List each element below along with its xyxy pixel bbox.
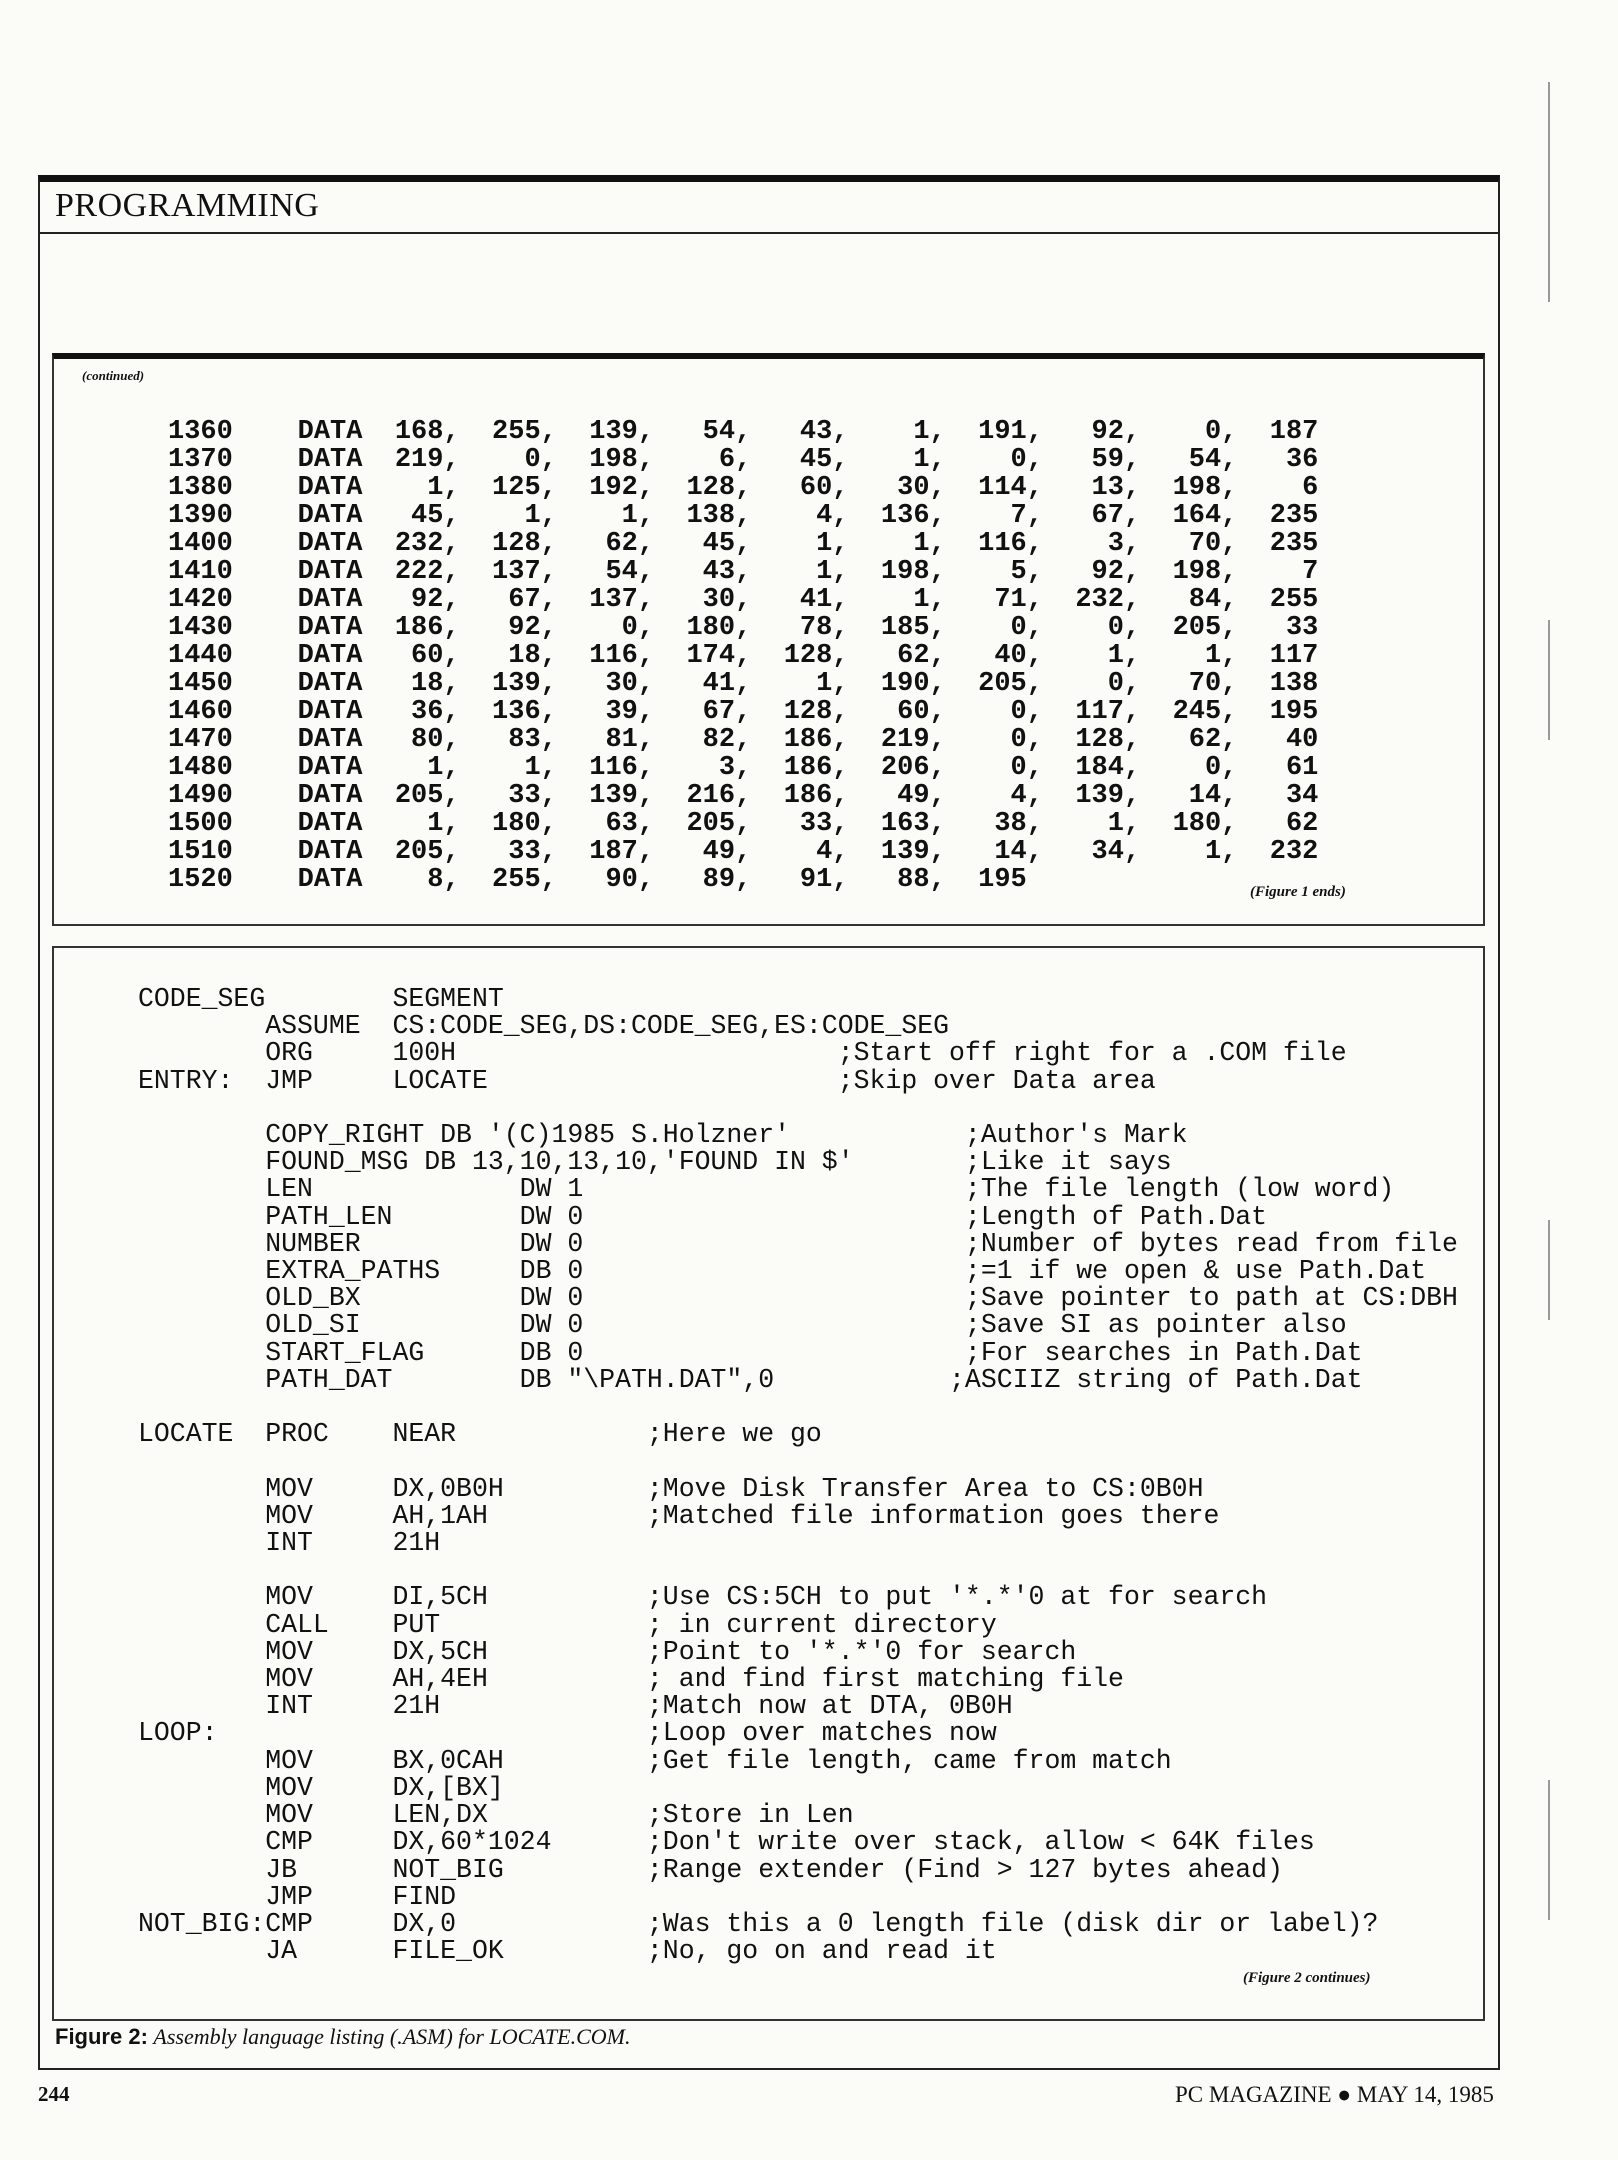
data-line: 1450 DATA 18, 139, 30, 41, 1, 190, 205, 0, 70, 138	[168, 669, 1319, 699]
data-line: 1500 DATA 1, 180, 63, 205, 33, 163, 38, 1, 180, 62	[168, 809, 1319, 839]
code-line: ASSUME CS:CODE_SEG,DS:CODE_SEG,ES:CODE_SEG	[138, 1011, 950, 1042]
code-line: CALL PUT ; in current directory	[138, 1609, 997, 1640]
data-line: 1420 DATA 92, 67, 137, 30, 41, 1, 71, 232, 84, 255	[168, 585, 1319, 615]
data-line: 1390 DATA 45, 1, 1, 138, 4, 136, 7, 67, 164, 235	[168, 501, 1319, 531]
section-divider	[40, 232, 1498, 234]
code-line: CODE_SEG SEGMENT	[138, 984, 504, 1014]
data-line: 1430 DATA 186, 92, 0, 180, 78, 185, 0, 0, 205, 33	[168, 613, 1319, 643]
code-line: FOUND_MSG DB 13,10,13,10,'FOUND IN $' ;Like it says	[138, 1147, 1172, 1178]
data-line: 1360 DATA 168, 255, 139, 54, 43, 1, 191, 92, 0, 187	[168, 417, 1319, 447]
code-line: INT 21H	[138, 1528, 441, 1559]
scan-edge-mark	[1548, 82, 1550, 302]
code-line: MOV AH,4EH ; and find first matching file	[138, 1664, 1124, 1695]
scan-edge-mark	[1548, 1780, 1550, 1920]
code-line: JMP FIND	[138, 1881, 457, 1912]
data-line: 1470 DATA 80, 83, 81, 82, 186, 219, 0, 128, 62, 40	[168, 725, 1319, 755]
code-line	[138, 1448, 1458, 1475]
magazine-footer: PC MAGAZINE ● MAY 14, 1985	[1175, 2082, 1494, 2107]
code-line: MOV BX,0CAH ;Get file length, came from match	[138, 1745, 1172, 1776]
code-line: MOV LEN,DX ;Store in Len	[138, 1800, 854, 1831]
scan-edge-mark	[1548, 620, 1550, 740]
code-line	[138, 1095, 1458, 1122]
code-line: LOOP: ;Loop over matches now	[138, 1718, 997, 1749]
figure1-data-listing	[168, 418, 1318, 894]
data-line: 1510 DATA 205, 33, 187, 49, 4, 139, 14, 34, 1, 232	[168, 837, 1319, 867]
code-line: EXTRA_PATHS DB 0 ;=1 if we open & use Path.Dat	[138, 1256, 1427, 1287]
figure-caption	[55, 2024, 630, 2050]
section-title: PROGRAMMING	[55, 187, 320, 224]
code-line: JA FILE_OK ;No, go on and read it	[138, 1936, 997, 1967]
code-line: ORG 100H ;Start off right for a .COM file	[138, 1038, 1347, 1069]
data-line: 1490 DATA 205, 33, 139, 216, 186, 49, 4, 139, 14, 34	[168, 781, 1319, 811]
code-line: NOT_BIG:CMP DX,0 ;Was this a 0 length file (disk dir or label)?	[138, 1908, 1379, 1939]
code-line: PATH_DAT DB "\PATH.DAT",0 ;ASCIIZ string of Path.Dat	[138, 1364, 1363, 1395]
code-line: MOV DX,5CH ;Point to '*.*'0 for search	[138, 1636, 1077, 1667]
data-line: 1460 DATA 36, 136, 39, 67, 128, 60, 0, 117, 245, 195	[168, 697, 1319, 727]
code-line: OLD_BX DW 0 ;Save pointer to path at CS:DBH	[138, 1283, 1458, 1314]
data-line: 1410 DATA 222, 137, 54, 43, 1, 198, 5, 92, 198, 7	[168, 557, 1319, 587]
data-line: 1480 DATA 1, 1, 116, 3, 186, 206, 0, 184, 0, 61	[168, 753, 1319, 783]
code-line: START_FLAG DB 0 ;For searches in Path.Dat	[138, 1337, 1363, 1368]
code-line: MOV DX,0B0H ;Move Disk Transfer Area to CS:0B0H	[138, 1473, 1204, 1504]
code-line: OLD_SI DW 0 ;Save SI as pointer also	[138, 1310, 1347, 1341]
code-line: NUMBER DW 0 ;Number of bytes read from file	[138, 1228, 1458, 1259]
caption-label: Figure 2:	[55, 2024, 148, 2049]
code-line	[138, 1394, 1458, 1421]
code-line	[138, 1557, 1458, 1584]
figure2-asm-listing	[138, 986, 1458, 1965]
figure1-end-label: (Figure 1 ends)	[1250, 884, 1346, 900]
data-line: 1370 DATA 219, 0, 198, 6, 45, 1, 0, 59, 54, 36	[168, 445, 1319, 475]
data-line: 1520 DATA 8, 255, 90, 89, 91, 88, 195	[168, 865, 1027, 895]
data-line: 1400 DATA 232, 128, 62, 45, 1, 1, 116, 3, 70, 235	[168, 529, 1319, 559]
code-line: MOV AH,1AH ;Matched file information goes there	[138, 1500, 1220, 1531]
code-line: MOV DX,[BX]	[138, 1772, 504, 1803]
code-line: JB NOT_BIG ;Range extender (Find > 127 bytes ahead)	[138, 1854, 1283, 1885]
code-line: LEN DW 1 ;The file length (low word)	[138, 1174, 1395, 1205]
caption-text: Assembly language listing (.ASM) for LOCATE.COM.	[153, 2024, 631, 2049]
code-line: CMP DX,60*1024 ;Don't write over stack, allow < 64K files	[138, 1827, 1315, 1858]
code-line: INT 21H ;Match now at DTA, 0B0H	[138, 1691, 1013, 1722]
code-line: ENTRY: JMP LOCATE ;Skip over Data area	[138, 1065, 1156, 1096]
data-line: 1440 DATA 60, 18, 116, 174, 128, 62, 40, 1, 1, 117	[168, 641, 1319, 671]
code-line: LOCATE PROC NEAR ;Here we go	[138, 1419, 822, 1450]
code-line: COPY_RIGHT DB '(C)1985 S.Holzner' ;Author's Mark	[138, 1120, 1188, 1151]
figure2-continues-label: (Figure 2 continues)	[1243, 1970, 1371, 1986]
data-line: 1380 DATA 1, 125, 192, 128, 60, 30, 114, 13, 198, 6	[168, 473, 1319, 503]
code-line: MOV DI,5CH ;Use CS:5CH to put '*.*'0 at for search	[138, 1582, 1268, 1613]
continued-label: (continued)	[82, 368, 145, 383]
scan-edge-mark	[1548, 1220, 1550, 1320]
code-line: PATH_LEN DW 0 ;Length of Path.Dat	[138, 1201, 1268, 1232]
page-number: 244	[38, 2082, 70, 2106]
